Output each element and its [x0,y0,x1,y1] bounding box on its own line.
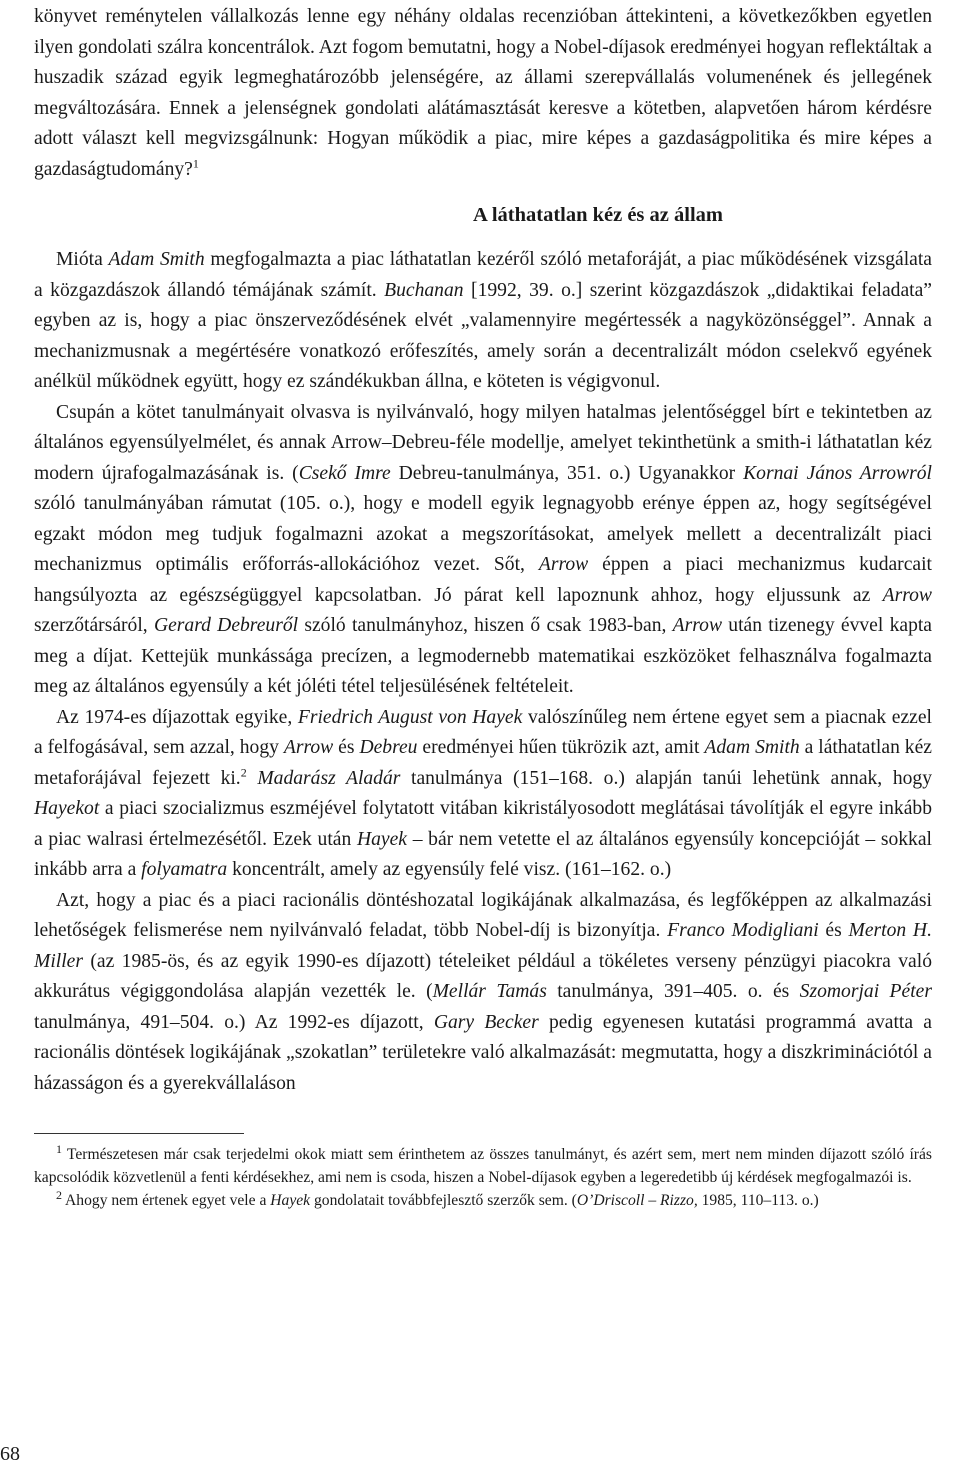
page-number: 68 [0,1443,20,1465]
body-paragraph-opening: könyvet reménytelen vállalkozás lenne egy néhány oldalas recenzióban áttekinteni, a következőkben egyetlen ilyen gondolati szálra koncentrálok. Azt fogom bemutatni, hogy a Nobel-díjasok eredményei hogyan reflektáltak a huszadik század egyik legmeghatározóbb jelenségére, az állami szerepvállalás volumenének és jellegének megváltozására. Ennek a jelenségnek gondolati alátámasztását keresve a kötetben, alapvetően három kérdésre adott választ kell megvizsgálnunk: Hogyan működik a piac, mire képes a gazdaságpolitika és mire képes a gazdaságtudomány?$^1$ [34,6,932,180]
body-paragraph-4: Azt, hogy a piac és a piaci racionális döntéshozatal logikájának alkalmazása, és legfőképpen az alkalmazási lehetőségek felismerése nem nyilvánvaló feladat, több Nobel-díj is bizonyítja. Franco Modigliani és Merton H. Miller (az 1985-ös, és az egyik 1990-es díjazott) tételeiket például a tökéletes verseny pénzügyi piacokra való akkurátus végiggondolása alapján vezették le. (Mellár Tamás tanulmánya, 391–405. o. és Szomorjai Péter tanulmánya, 491–504. o.) Az 1992-es díjazott, Gary Becker pedig egyenesen kutatási programmá avatta a racionális döntések logikájának „szokatlan” területekre való alkalmazását: megmutatta, hogy a diszkriminációtól a házasságon és a gyerekvállaláson [34,889,932,1094]
footnote-marker-1: 1 [56,1141,62,1156]
emphasis-italic: folyamatra [141,859,228,880]
name-italic: Friedrich August von Hayek [297,706,523,728]
body-paragraph-3: Az 1974-es díjazottak egyike, Friedrich August von Hayek valószínűleg nem értene egyet sem a piacnak ezzel a felfogásával, sem azzal, hogy Arrow és Debreu eredményei hűen tükrözik azt, amit Adam Smith a láthatatlan kéz metaforájával fejezett ki.$^2$ Madarász Aladár tanulmánya (151–168. o.) alapján tanúi lehetünk annak, hogy Hayekot a piaci szocializmus eszméjével folytatott vitában kikristályosodott meglátásai távolítják el egyre inkább a piac walrasi értelmezésétől. Ezek után Hayek – bár nem vetette el az általános egyensúly koncepcióját – sokkal inkább arra a folyamatra koncentrált, amely az egyensúly felé visz. (161–162. o.) [34,706,933,880]
footnote-ref-1: 1 [192,155,199,170]
name-italic: Arrow [538,554,589,575]
name-italic: Madarász Aladár [257,767,401,789]
name-italic: Szomorjai Péter [799,981,932,1002]
name-italic: Buchanan [384,279,464,301]
footnote-2: $^2$ Ahogy nem értenek egyet vele a Hayek gondolatait továbbfejlesztő szerzők sem. (O’Driscoll – Rizzo, 1985, 110–113. o.) [56,1187,819,1209]
name-italic: Hayek [270,1191,311,1209]
footnote-divider [34,1133,244,1134]
name-italic: Adam Smith [108,249,205,270]
name-italic: Mellár Tamás [432,981,547,1002]
name-italic: Arrow [672,615,723,636]
name-italic: Debreu [359,737,418,758]
footnotes [34,1141,932,1212]
name-italic: Arrow [882,584,932,606]
name-italic: O’Driscoll – Rizzo, [576,1191,698,1209]
footnote-ref-2: 2 [240,764,247,779]
name-italic: Csekő Imre [298,462,391,484]
body-paragraph-2: Csupán a kötet tanulmányait olvasva is nyilvánvaló, hogy milyen hatalmas jelentőséggel bírt e tekintetben az általános egyensúlyelmélet, és annak Arrow–Debreu-féle modellje, amelyet tekinthetünk a smith-i láthatatlan kéz modern újrafogalmazásának is. (Csekő Imre Debreu-tanulmánya, 351. o.) Ugyanakkor Kornai János Arrowról szóló tanulmányában rámutat (105. o.), hogy e modell egyik legnagyobb erénye éppen az, hogy segítségével egzakt módon meg tudjuk fogalmazni azokat a megszorításokat, amelyek mellett a decentralizált piaci mechanizmus optimális erőforrás-allokációhoz vezet. Sőt, Arrow éppen a piaci mechanizmus kudarcait hangsúlyozta az egészségüggyel kapcsolatban. Jó párat kell lapoznunk ahhoz, hogy eljussunk az Arrow szerzőtársáról, Gerard Debreuről szóló tanulmányhoz, hiszen ő csak 1983-ban, Arrow után tizenegy évvel kapta meg a díjat. Kettejük munkássága precízen, a legmodernebb matematikai eszközöket felhasználva fogalmazta meg az általános egyensúly a két jóléti tétel teljesülésének feltételeit. [34,401,933,697]
body-paragraph-1: Mióta Adam Smith megfogalmazta a piac láthatatlan kezéről szóló metaforáját, a piac működésének vizsgálata a közgazdászok állandó témájának számít. Buchanan [1992, 39. o.] szerint közgazdászok „didaktikai feladata” egyben az is, hogy a piac önszerveződésének elvét „valamennyire megértessék a nagyközönséggel”. Annak a mechanizmusnak a megértésére vonatkozó erőfeszítés, amely során a decentralizált módon cselekvő egyének anélkül működnek együtt, hogy ez szándékukban állna, e köteten is végigvonul. [34,249,932,392]
name-italic: Adam Smith [704,737,800,758]
name-italic: Gary Becker [433,1011,539,1033]
name-italic: Hayekot [34,798,100,819]
footnote-1: $^1$ Természetesen már csak terjedelmi okok miatt sem érinthetem az összes tanulmányt, és azért sem, mert nem minden díjazott szóló írás kapcsolódik közvetlenül a fenti kérdésekhez, ami nem is csoda, hiszen a Nobel-díjasok egyben a legeredetibb új kérdések megfogalmazói is. [34,1141,932,1186]
name-italic: Franco Modigliani [667,920,819,941]
name-italic: Merton H. Miller [34,920,932,972]
name-italic: Gerard Debreuről [153,615,299,636]
name-italic: Kornai János Arrowról [743,462,932,484]
section-heading: A láthatatlan kéz és az állam [473,204,723,226]
name-italic: Hayek [356,828,408,850]
name-italic: Arrow [283,737,334,758]
footnote-marker-2: 2 [56,1187,62,1202]
